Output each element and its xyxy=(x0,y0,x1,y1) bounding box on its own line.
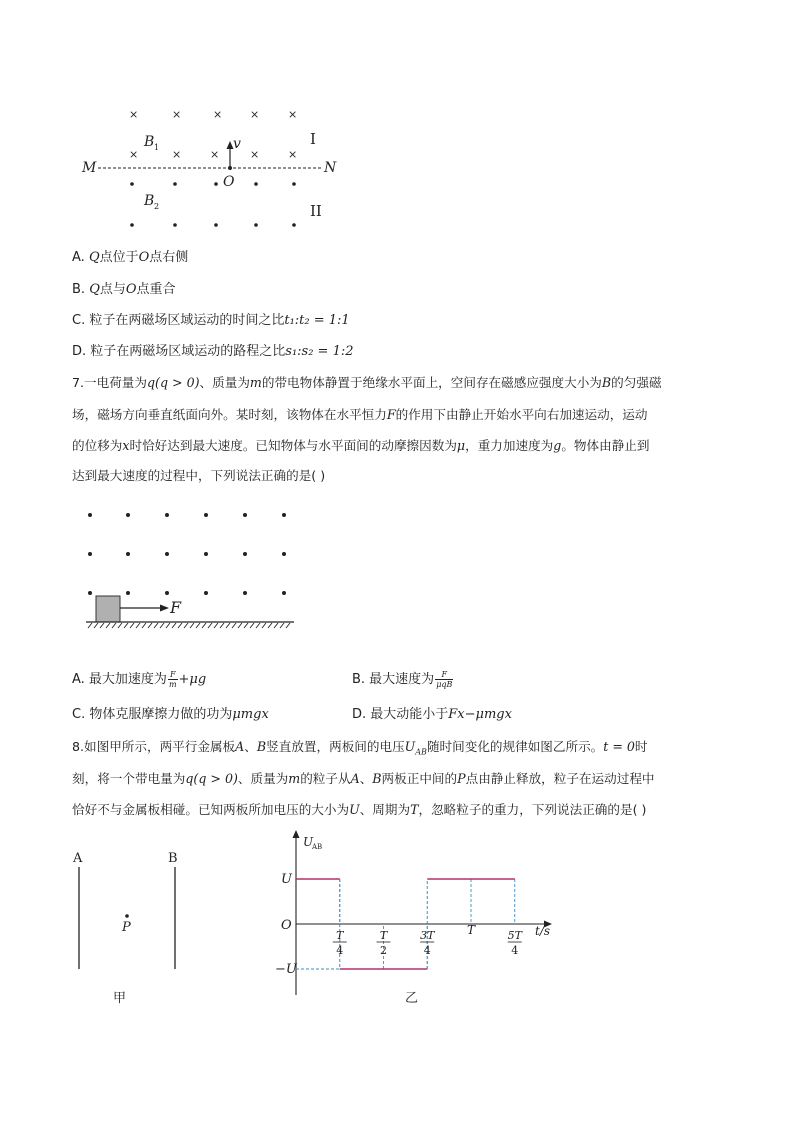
tick-label-numerator: T xyxy=(379,929,388,942)
magnetic-field-figure xyxy=(70,100,360,235)
svg-text:×: × xyxy=(250,148,260,161)
label-P: P xyxy=(122,920,131,935)
q7-stem-line2: 场，磁场方向垂直纸面向外。某时刻，该物体在水平恒力F的作用下由静止开始水平向右加速运动，运动 xyxy=(72,407,648,422)
label-B2: B xyxy=(144,193,155,209)
y-axis-arrow xyxy=(293,830,300,838)
q8-stem-line3: 恰好不与金属板相碰。已知两板所加电压的大小为U、周期为T，忽略粒子的重力，下列说法正确的是( ) xyxy=(72,802,647,817)
tick-label-numerator: 5T xyxy=(507,929,522,942)
q6-option-b: B. Q点与O点重合 xyxy=(72,282,176,297)
tick-label: T xyxy=(466,923,476,937)
point-P xyxy=(125,914,129,918)
label-B2-sub: 2 xyxy=(154,202,160,211)
svg-text:×: × xyxy=(210,148,220,161)
q6-option-a: A. Q点位于O点右侧 xyxy=(72,250,189,265)
q6-option-c: C. 粒子在两磁场区域运动的时间之比t₁:t₂ = 1:1 xyxy=(72,313,350,328)
caption-jia: 甲 xyxy=(113,991,127,1006)
svg-text:×: × xyxy=(288,148,298,161)
voltage-time-chart xyxy=(265,825,565,1015)
q7-stem-line3: 的位移为x时恰好达到最大速度。已知物体与水平面间的动摩擦因数为μ，重力加速度为g。物体由静止到 xyxy=(72,438,650,453)
label-plate-A: A xyxy=(73,851,83,866)
y-axis-label: U xyxy=(303,835,314,849)
tick-label-numerator: T xyxy=(336,929,344,942)
q7-option-d: D. 最大动能小于Fx−μmgx xyxy=(352,707,512,722)
svg-text:×: × xyxy=(213,108,223,121)
label-F: F xyxy=(170,598,182,617)
q7-option-b: B. 最大速度为 $\frac{F}{\text{μqB}}$ xyxy=(352,670,453,689)
svg-text:×: × xyxy=(129,108,139,121)
label-O: O xyxy=(223,174,235,190)
q8-stem-line1: 8.如图甲所示，两平行金属板A、B竖直放置，两板间的电压$U_{AB}$随时间变化的规律如图乙所示。t = 0时 xyxy=(72,739,648,757)
q8-stem-line2: 刻，将一个带电量为q(q > 0)、质量为m的粒子从A、B两板正中间的P点由静止释放，粒子在运动过程中 xyxy=(72,771,655,786)
label-B1: B xyxy=(144,134,155,150)
label-O-origin: O xyxy=(281,918,292,933)
x-axis-label: t/s xyxy=(535,924,551,938)
svg-text:×: × xyxy=(172,148,182,161)
tick-label-denominator: 4 xyxy=(423,944,431,957)
caption-yi: 乙 xyxy=(405,991,419,1006)
label-N: N xyxy=(324,160,337,176)
point-O xyxy=(228,166,232,170)
label-region-I: I xyxy=(310,130,316,148)
svg-text:×: × xyxy=(129,148,139,161)
q7-stem-line1: 7.一电荷量为q(q > 0)、质量为m的带电物体静置于绝缘水平面上，空间存在磁感应强度大小为B的匀强磁 xyxy=(72,375,662,390)
tick-label-numerator: 3T xyxy=(420,929,435,942)
q7-stem-line4: 达到最大速度的过程中，下列说法正确的是( ) xyxy=(72,468,326,483)
svg-text:×: × xyxy=(250,108,260,121)
svg-text:×: × xyxy=(172,108,182,121)
tick-label-denominator: 4 xyxy=(511,944,519,957)
label-B1-sub: 1 xyxy=(154,143,160,152)
y-axis-label-sub: AB xyxy=(312,843,323,851)
label-negU: −U xyxy=(275,962,297,977)
label-region-II: II xyxy=(310,202,322,220)
parallel-plates-figure xyxy=(60,845,200,1015)
label-M: M xyxy=(82,160,97,176)
label-U: U xyxy=(281,872,292,887)
svg-text:×: × xyxy=(288,108,298,121)
field-dots xyxy=(88,513,286,595)
tick-label-denominator: 2 xyxy=(380,944,387,957)
block-field-figure xyxy=(80,500,310,635)
q7-option-c: C. 物体克服摩擦力做的功为μmgx xyxy=(72,707,269,722)
label-v: v xyxy=(233,136,241,152)
q7-option-a: A. 最大加速度为 $\frac{F}{m}$ +μg xyxy=(72,670,207,689)
ground-hatching xyxy=(88,623,290,628)
x-tick-labels xyxy=(333,923,524,957)
tick-label-denominator: 4 xyxy=(336,944,344,957)
q6-option-d: D. 粒子在两磁场区域运动的路程之比s₁:s₂ = 1:2 xyxy=(72,344,354,359)
label-plate-B: B xyxy=(168,851,178,866)
block xyxy=(96,596,120,622)
